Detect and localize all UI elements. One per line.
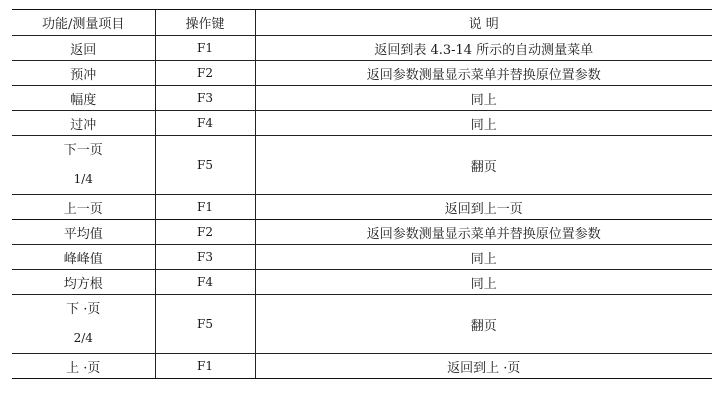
row-item-label: 下一页 <box>63 143 103 158</box>
row-description: 返回到上一页 <box>255 195 712 220</box>
row-item <box>12 295 155 354</box>
row-description: 同上 <box>255 245 712 270</box>
row-key: F3 <box>155 86 255 111</box>
row-key: F1 <box>155 354 255 379</box>
header-operation-key: 操作键 <box>155 10 255 36</box>
row-item: 预冲 <box>12 61 155 86</box>
table-row <box>12 295 712 354</box>
table-row <box>12 61 712 86</box>
row-description: 返回参数测量显示菜单并替换原位置参数 <box>255 61 712 86</box>
row-description: 同上 <box>255 86 712 111</box>
table-row <box>12 136 712 195</box>
row-item-page: 2/4 <box>73 331 93 345</box>
row-item <box>12 136 155 195</box>
row-key: F1 <box>155 36 255 61</box>
row-item: 均方根 <box>12 270 155 295</box>
table-row <box>12 270 712 295</box>
row-description: 返回到表 4.3-14 所示的自动测量菜单 <box>255 36 712 61</box>
row-key: F4 <box>155 270 255 295</box>
row-key: F2 <box>155 220 255 245</box>
row-description: 翻页 <box>255 136 712 195</box>
row-key: F5 <box>155 136 255 195</box>
table-row <box>12 354 712 379</box>
function-key-table <box>12 9 712 379</box>
row-item: 平均值 <box>12 220 155 245</box>
row-description: 翻页 <box>255 295 712 354</box>
header-description: 说 明 <box>255 10 712 36</box>
table-row <box>12 195 712 220</box>
table-row <box>12 111 712 136</box>
row-item: 上一页 <box>12 195 155 220</box>
table-row <box>12 220 712 245</box>
function-key-table-container <box>12 9 712 379</box>
row-key: F2 <box>155 61 255 86</box>
table-row <box>12 36 712 61</box>
row-key: F1 <box>155 195 255 220</box>
row-item: 峰峰值 <box>12 245 155 270</box>
row-item-page: 1/4 <box>73 172 93 186</box>
row-key: F4 <box>155 111 255 136</box>
header-function-item: 功能/测量项目 <box>12 10 155 36</box>
row-item-label: 下 ·页 <box>66 302 101 317</box>
row-description: 返回到上 ·页 <box>255 354 712 379</box>
row-item: 幅度 <box>12 86 155 111</box>
row-key: F3 <box>155 245 255 270</box>
table-row <box>12 245 712 270</box>
row-item: 上 ·页 <box>12 354 155 379</box>
row-item: 过冲 <box>12 111 155 136</box>
table-header-row <box>12 10 712 36</box>
row-description: 同上 <box>255 111 712 136</box>
row-description: 同上 <box>255 270 712 295</box>
table-row <box>12 86 712 111</box>
row-item: 返回 <box>12 36 155 61</box>
row-key: F5 <box>155 295 255 354</box>
row-description: 返回参数测量显示菜单并替换原位置参数 <box>255 220 712 245</box>
